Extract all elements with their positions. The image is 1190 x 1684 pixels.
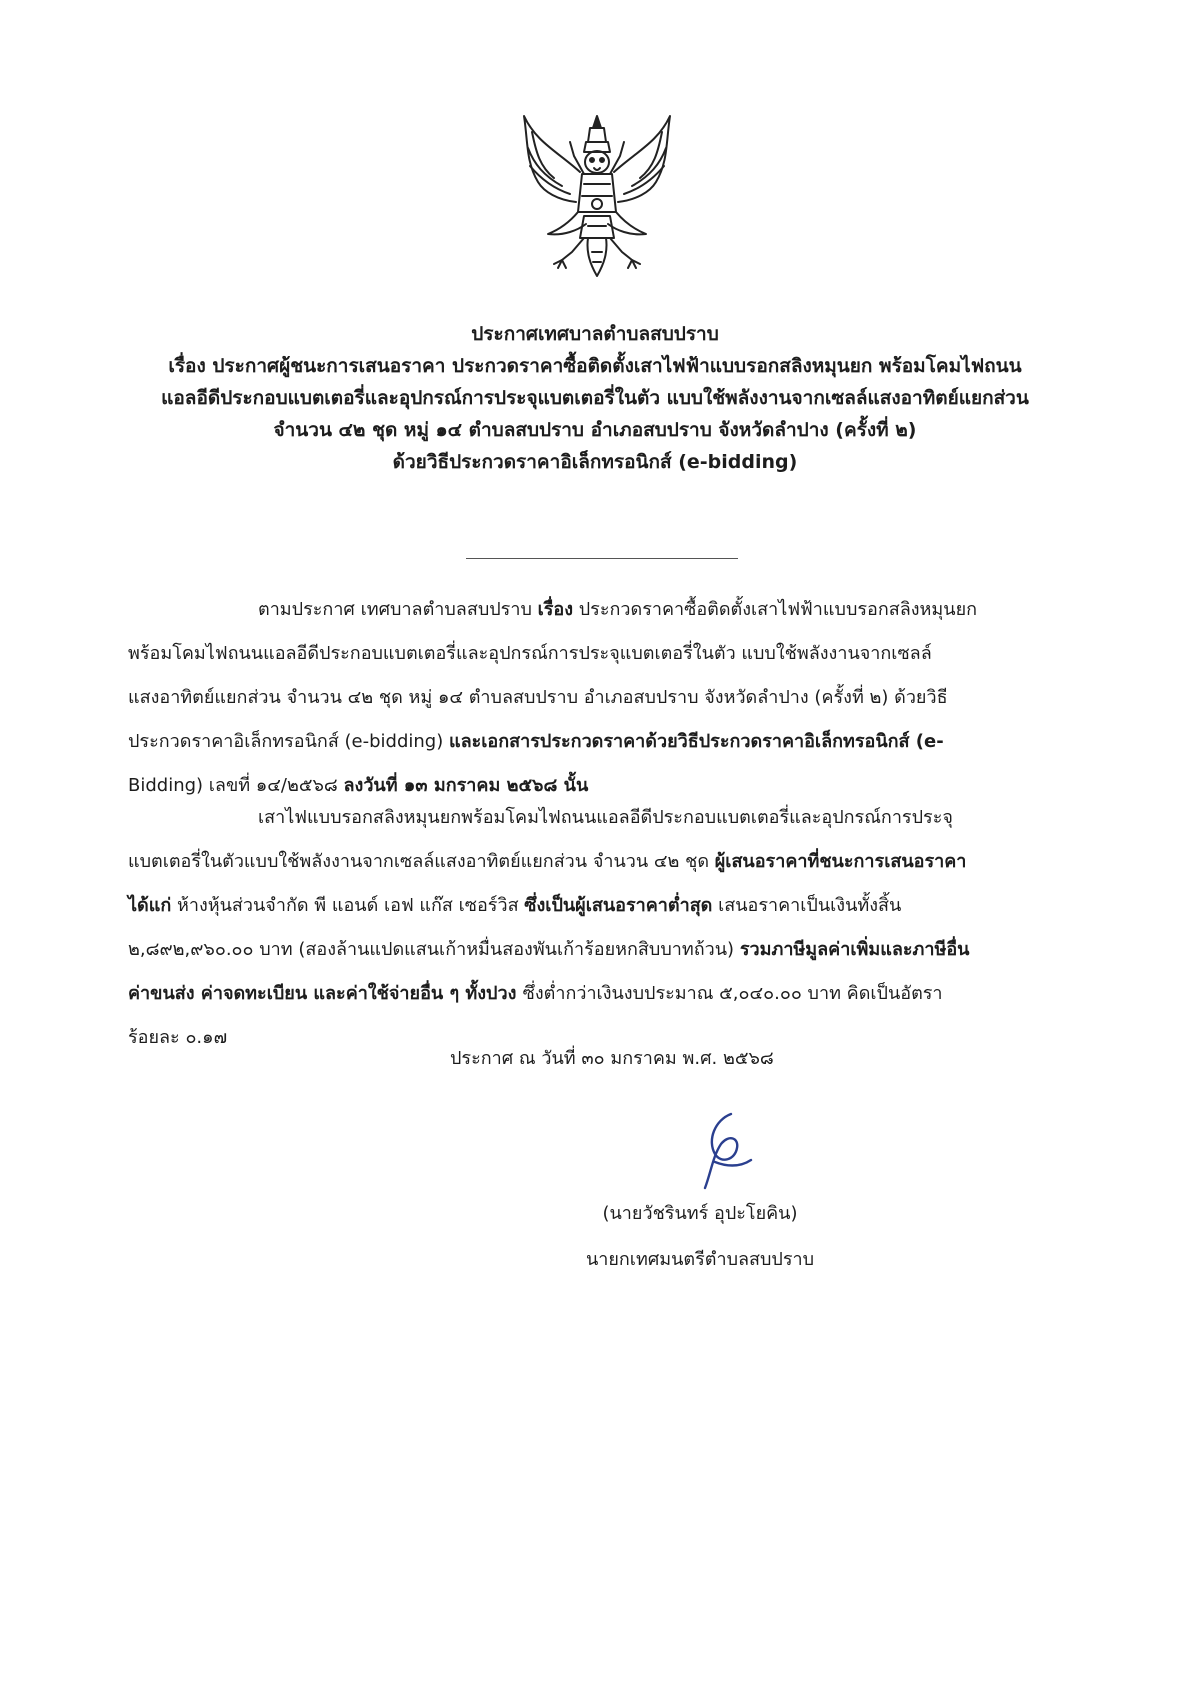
text-segment: แบตเตอรี่ในตัวแบบใช้พลังงานจากเซลล์แสงอาทิตย์แยกส่วน จำนวน ๔๒ ชุด [128,851,715,872]
signer-name: (นายวัชรินทร์ อุปะโยคิน) [602,1203,798,1224]
paragraph-line [128,972,1028,1016]
paragraph-winner [128,796,1028,1060]
signer-title: นายกเทศมนตรีตำบลสบปราบ [585,1249,815,1270]
text-segment-bold: รวมภาษีมูลค่าเพิ่มและภาษีอื่น [739,939,970,960]
heading-title: ประกาศเทศบาลตำบลสบปราบ [471,323,719,345]
paragraph-line [128,796,1028,840]
paragraph-line [128,840,1028,884]
paragraph-line [128,632,1028,676]
paragraph-line [128,720,1028,764]
text-segment-bold: ผู้เสนอราคาที่ชนะการเสนอราคา [714,851,967,872]
text-segment: ร้อยละ ๐.๑๗ [128,1027,228,1048]
text-segment-bold: และเอกสารประกวดราคาด้วยวิธีประกวดราคาอิเล็กทรอนิกส์ (e- [448,731,944,752]
text-segment: ตามประกาศ เทศบาลตำบลสบปราบ [258,599,538,620]
text-segment: Bidding) เลขที่ ๑๔/๒๕๖๘ [128,775,344,796]
garuda-emblem-icon [518,112,676,280]
heading-divider [466,558,738,559]
handwritten-signature [685,1110,765,1196]
paragraph-line [128,884,1028,928]
text-segment: ซึ่งต่ำกว่าเงินงบประมาณ ๕,๐๔๐.๐๐ บาท คิดเป็นอัตรา [522,983,943,1004]
text-segment: เสนอราคาเป็นเงินทั้งสิ้น [712,895,902,916]
paragraph-line [128,588,1028,632]
heading-subject-line-1: เรื่อง ประกาศผู้ชนะการเสนอราคา ประกวดราคาซื้อติดตั้งเสาไฟฟ้าแบบรอกสลิงหมุนยก พร้อมโคมไฟถนน [168,355,1022,377]
text-segment: ห้างหุ้นส่วนจำกัด พี แอนด์ เอฟ แก๊ส เซอร์วิส [171,895,525,916]
paragraph-reference [128,588,1028,808]
text-segment-bold: เรื่อง [537,599,574,620]
text-segment: แสงอาทิตย์แยกส่วน จำนวน ๔๒ ชุด หมู่ ๑๔ ตำบลสบปราบ อำเภอสบปราบ จังหวัดลำปาง (ครั้งที่ ๒) ด้วยวิธี [128,687,948,708]
heading-subject-line-3: จำนวน ๔๒ ชุด หมู่ ๑๔ ตำบลสบปราบ อำเภอสบปราบ จังหวัดลำปาง (ครั้งที่ ๒) [273,419,917,441]
heading-subject-line-2: แอลอีดีประกอบแบตเตอรี่และอุปกรณ์การประจุแบตเตอรี่ในตัว แบบใช้พลังงานจากเซลล์แสงอาทิตย์แยกส่วน [161,387,1029,409]
announcement-heading [120,318,1070,478]
paragraph-line [128,928,1028,972]
text-segment-bold: ได้แก่ [128,895,172,916]
paragraph-line [128,676,1028,720]
text-segment-bold: ลงวันที่ ๑๓ มกราคม ๒๕๖๘ นั้น [343,775,589,796]
text-segment: พร้อมโคมไฟถนนแอลอีดีประกอบแบตเตอรี่และอุปกรณ์การประจุแบตเตอรี่ในตัว แบบใช้พลังงานจากเซลล์ [128,643,932,664]
announcement-date: ประกาศ ณ วันที่ ๓๐ มกราคม พ.ศ. ๒๕๖๘ [450,1048,774,1069]
text-segment: ประกวดราคาซื้อติดตั้งเสาไฟฟ้าแบบรอกสลิงหมุนยก [573,599,978,620]
text-segment: ๒,๘๙๒,๙๖๐.๐๐ บาท (สองล้านแปดแสนเก้าหมื่นสองพันเก้าร้อยหกสิบบาทถ้วน) [128,939,740,960]
heading-subject-line-4: ด้วยวิธีประกวดราคาอิเล็กทรอนิกส์ (e-bidding) [392,451,798,473]
text-segment: ประกวดราคาอิเล็กทรอนิกส์ (e-bidding) [128,731,449,752]
text-segment-bold: ค่าขนส่ง ค่าจดทะเบียน และค่าใช้จ่ายอื่น ๆ ทั้งปวง [128,983,523,1004]
text-segment: เสาไฟแบบรอกสลิงหมุนยกพร้อมโคมไฟถนนแอลอีดีประกอบแบตเตอรี่และอุปกรณ์การประจุ [258,807,953,828]
text-segment-bold: ซึ่งเป็นผู้เสนอราคาต่ำสุด [524,895,713,916]
